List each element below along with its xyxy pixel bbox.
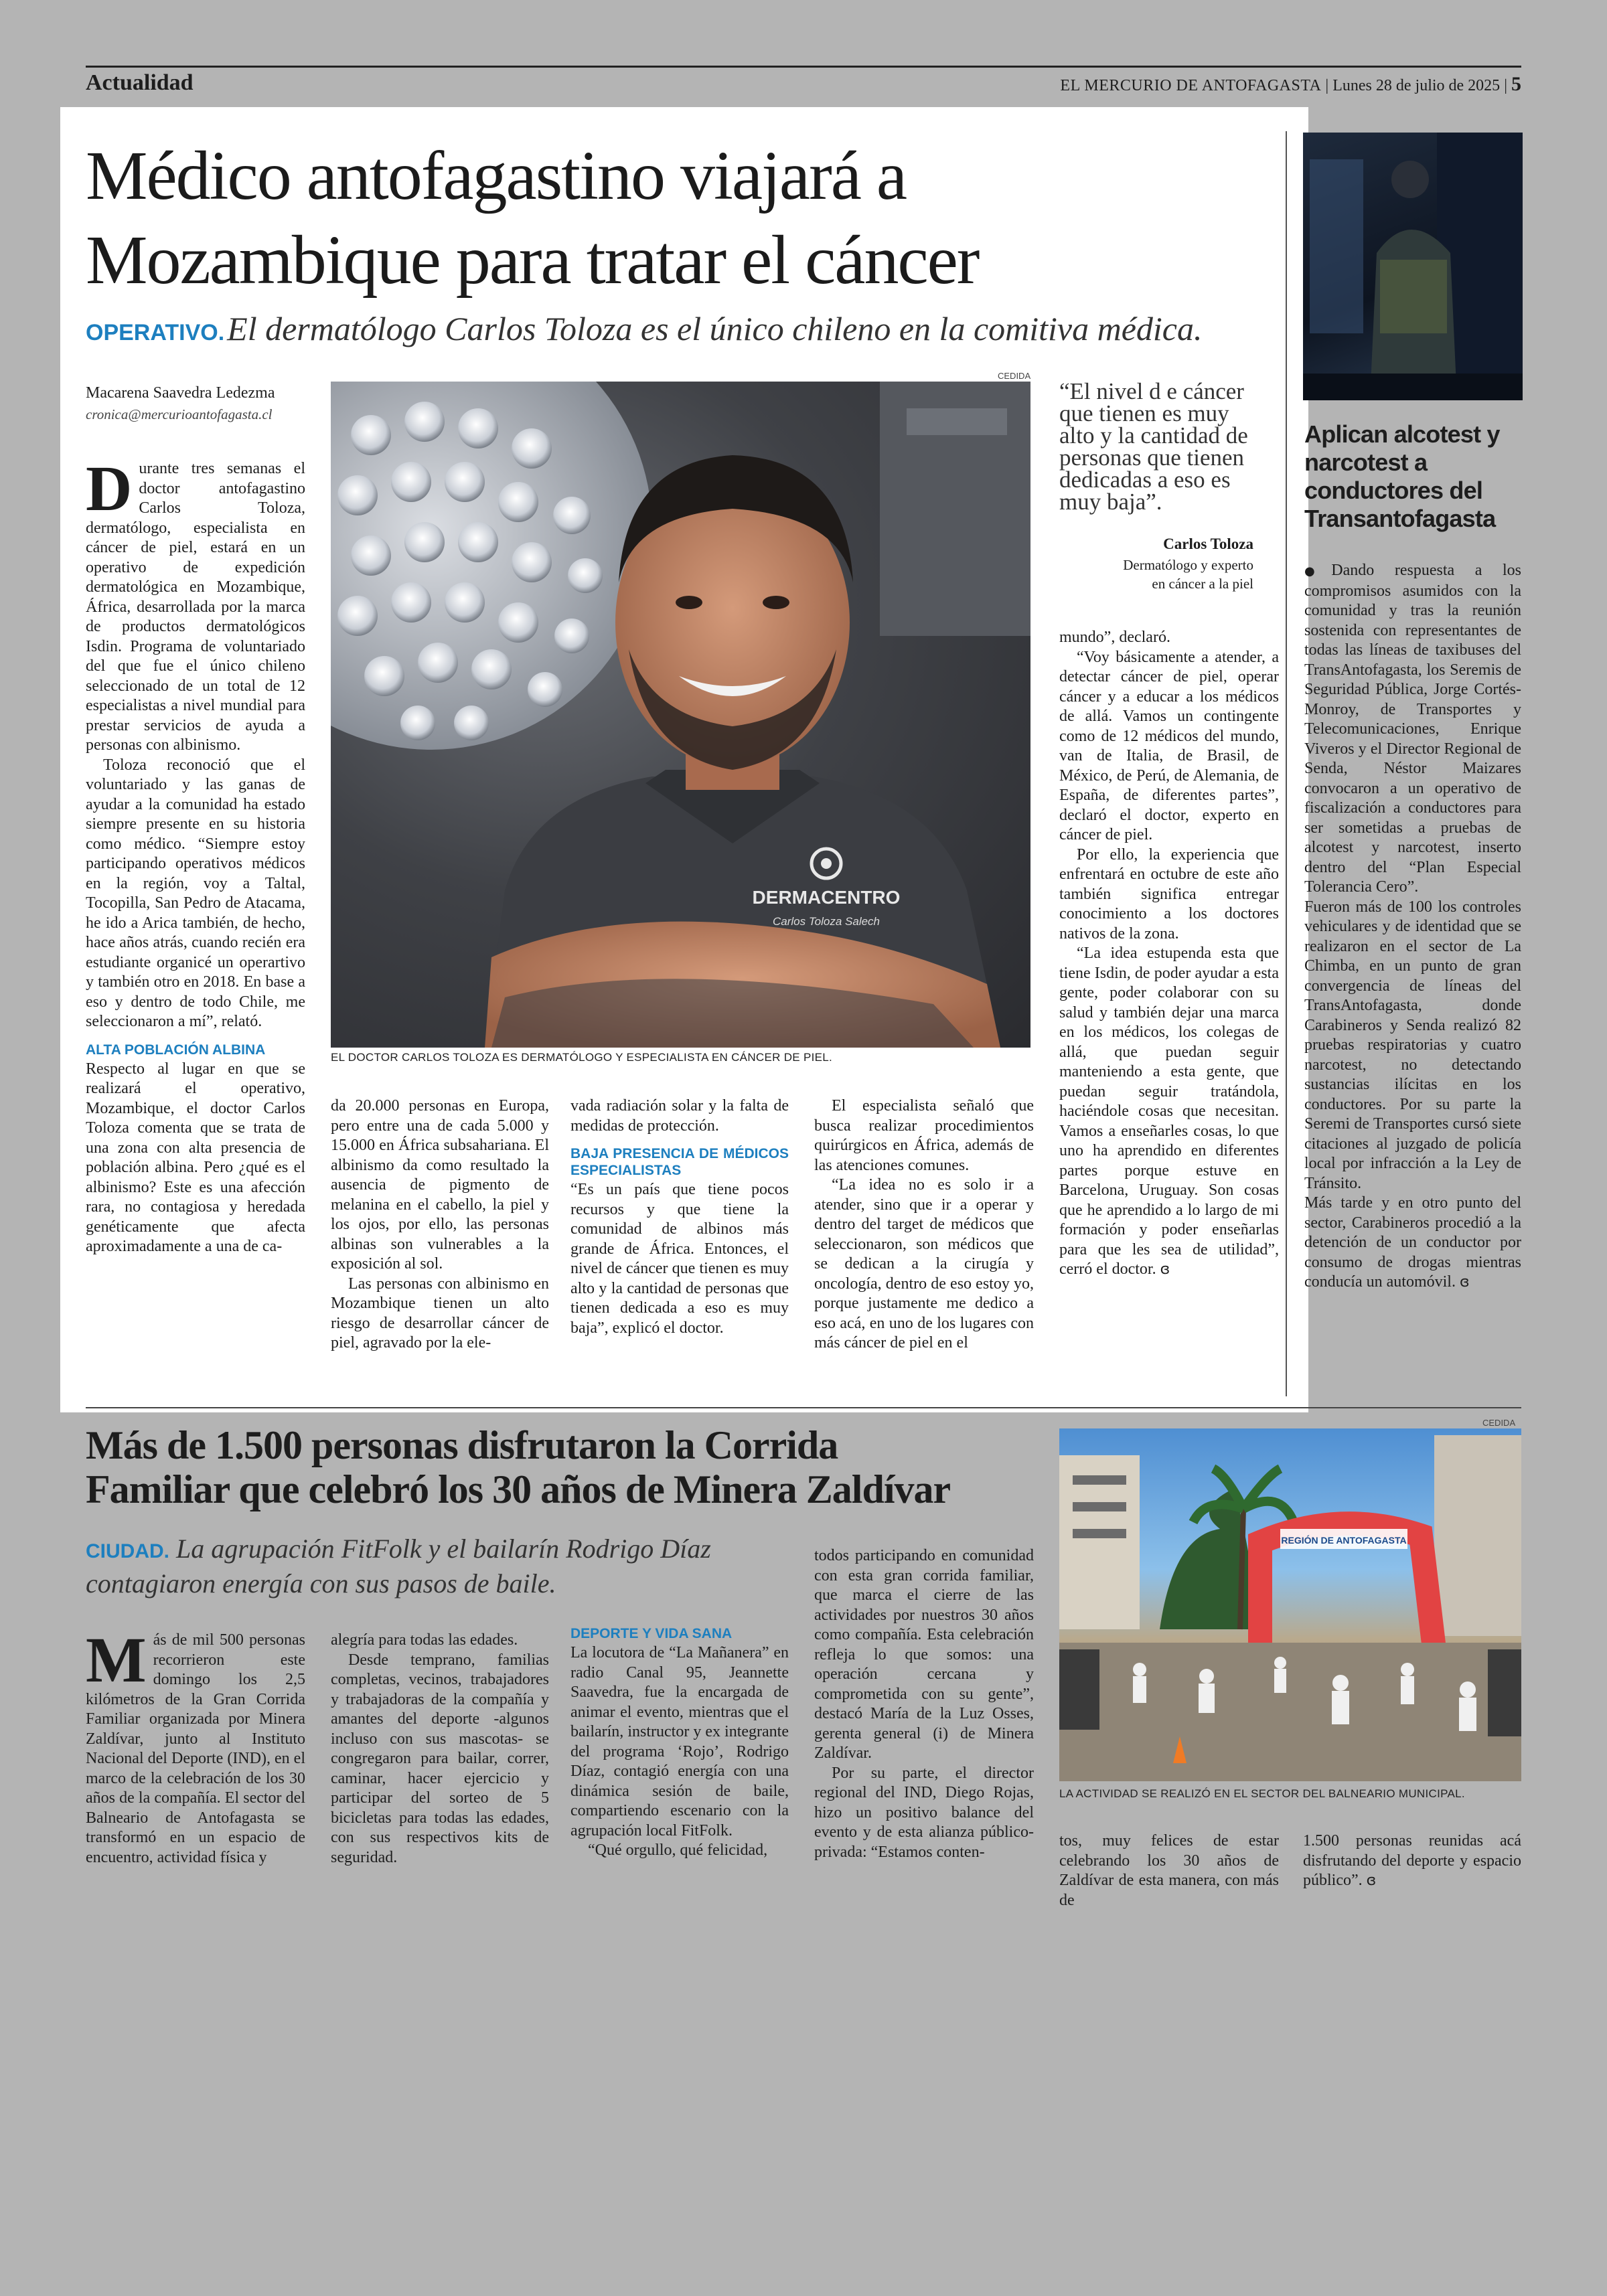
end-mark: ɞ	[1160, 1261, 1170, 1278]
doctor-photo	[331, 382, 1030, 1048]
second-headline-line2: Familiar que celebró los 30 años de Minera Zaldívar	[86, 1467, 951, 1511]
main-col-2	[331, 1096, 549, 1354]
sidebar-p1-text: Dando respuesta a los compromisos asumidos con la comunidad y tras la reunión sostenida con representantes de todas las líneas de taxibuses del TransAntofagasta, los Seremis de Seguridad Pública, Jorge Cortés-Monroy, de Transportes y Telecomunicaciones, Enrique Viveros y el Director Regional de Senda, Néstor Maizares convocaron a un operativo de fiscalización a conductores para ser sometidas a pruebas de alcotest y narcotest, inserto dentro del “Plan Especial Tolerancia Cero”.	[1304, 562, 1521, 896]
main-col4-p2: “La idea no es solo ir a atender, sino que ir a operar y dentro del target de médicos que seleccionaron, son médicos que se dedican a la cirugía y oncología, dentro de eso estoy yo, porque justamente me dedico a eso acá, en uno de los lugares con más cáncer de piel en el	[814, 1176, 1034, 1351]
main-kicker: OPERATIVO.	[86, 320, 225, 345]
sidebar-p1	[1304, 561, 1521, 898]
end-mark: ɞ	[1459, 1274, 1470, 1291]
second-photo-caption: LA ACTIVIDAD SE REALIZÓ EN EL SECTOR DEL BALNEARIO MUNICIPAL.	[1059, 1787, 1465, 1800]
main-col-4	[814, 1096, 1034, 1354]
sidebar-photo-illustration	[1303, 133, 1523, 400]
main-col4-p1: El especialista señaló que busca realizar procedimientos quirúrgicos en África, además de las atenciones comunes.	[814, 1097, 1034, 1174]
pull-quote-text: “El nivel d e cáncer que tienen es muy alto y la cantidad de personas que tienen dedicadas a eso es muy baja”.	[1059, 378, 1248, 515]
main-deck	[86, 309, 1284, 348]
second-col-4	[814, 1546, 1034, 1862]
sidebar-p3-text: Más tarde y en otro punto del sector, Carabineros procedió a la detención de un conductor por consumo de drogas mientras conducía un automóvil.	[1304, 1194, 1521, 1291]
page-number: 5	[1511, 73, 1521, 95]
main-deck-text: El dermatólogo Carlos Toloza es el único chileno en la comitiva médica.	[227, 310, 1203, 347]
author-name: Macarena Saavedra Ledezma	[86, 384, 275, 402]
main-col2-p2: Las personas con albinismo en Mozambique tienen un alto riesgo de desarrollar cáncer de piel, agravado por la ele-	[331, 1275, 549, 1351]
main-photo-credit: CEDIDA	[998, 371, 1031, 381]
drop-cap: D	[86, 453, 133, 524]
pull-quote-name: Carlos Toloza	[1163, 536, 1253, 552]
second-col3-p1: La locutora de “La Mañanera” en radio Canal 95, Jeannette Saavedra, fue la encargada de animar el evento, mientras que el bailarín, instructor y ex integrante del programa ‘Rojo’, Rodrigo Díaz, contagió energía con una dinámica sesión de baile, compartiendo escenario con la agrupación local FitFolk.	[570, 1644, 789, 1839]
subhead-baja-presencia: BAJA PRESENCIA DE MÉDICOS ESPECIALISTAS	[570, 1146, 789, 1178]
second-headline-line1: Más de 1.500 personas disfrutaron la Corrida	[86, 1423, 838, 1467]
second-col4-p2: Por su parte, el director regional del IND, Diego Rojas, hizo un positivo balance del evento y de esta alianza público-privada: “Estamos conten-	[814, 1764, 1034, 1861]
paper-date: Lunes 28 de julio de 2025	[1332, 77, 1501, 94]
sidebar-headline: Aplican alcotest y narcotest a conductores del Transantofagasta	[1304, 420, 1500, 532]
main-col1-p2: Toloza reconoció que el voluntariado y las ganas de ayudar a la comunidad ha estado siempre presente en su historia como médico. “Siempre estoy participando operativos médicos en la región, voy a Taltal, Tocopilla, San Pedro de Atacama, he ido a Arica también, de hecho, hace años atrás, cuando recién era estudiante organicé un operartivo y también otro en 2018. En base a eso y dentro de todo Chile, me seleccionaron a mí”, relató.	[86, 756, 305, 1030]
second-col4-p1: todos participando en comunidad con esta gran corrida familiar, que marca el cierre de las actividades por nuestros 30 años como compañía. Esta celebración refleja lo que somos: una operación cercana y comprometida con su gente”, destacó María de la Luz Osses, gerenta general (i) de Minera Zaldívar.	[814, 1547, 1034, 1762]
main-col1-p1	[86, 453, 305, 756]
main-col5-p4	[1059, 944, 1279, 1280]
byline	[86, 384, 313, 423]
sidebar-p3	[1304, 1194, 1521, 1293]
main-col-5	[1059, 628, 1279, 1280]
pull-quote	[1059, 380, 1253, 593]
second-col1-p1	[86, 1624, 305, 1868]
arch-banner-text: REGIÓN DE ANTOFAGASTA	[1281, 1535, 1407, 1546]
sidebar-bullet: ●	[1304, 564, 1332, 578]
main-col1-p1-text: urante tres semanas el doctor antofagastino Carlos Toloza, dermatólogo, especialista en cáncer de piel, estará en un operativo de expedición dermatológica en Mozambique, África, desarrollada por la marca de productos dermatológicos Isdin. Programa de voluntariado del que fue el único chileno seleccionado de un total de 12 especialistas a nivel mundial para prestar servicios de ayuda a personas con albinismo.	[86, 460, 305, 754]
shirt-name: Carlos Toloza Salech	[772, 915, 881, 928]
main-col5-p2: “Voy básicamente a atender, a detectar cáncer de piel, operar cáncer y a educar a los médicos de allá. Vamos un contingente como de 12 médicos del mundo, van de Italia, de Brasil, de México, de Perú, de Alemania, de España, de diferentes partes”, declaró el doctor, experto en cáncer de piel.	[1059, 648, 1279, 843]
sidebar-p2: Fueron más de 100 los controles vehiculares y de identidad que se realizaron en el sector de La Chimba, en un punto de gran convergencia de líneas del TransAntofagasta, donde Carabineros y Senda realizó 82 pruebas respiratorias y cuatro narcotest, no detectando sustancias ilícitas en los conductores. Por su parte la Seremi de Transportes cursó siete citaciones al juzgado de policía local por infracción a la Ley de Tránsito.	[1304, 898, 1521, 1192]
doctor-illustration	[331, 382, 1030, 1048]
section-label: Actualidad	[86, 70, 194, 95]
main-col3-p2: “Es un país que tiene pocos recursos y que tiene la comunidad de albinos más grande de África. Entonces, el nivel de cáncer que tienen es muy alto y la cantidad de personas que tienen dedicada a eso es muy baja”, explicó el doctor.	[570, 1181, 789, 1337]
pull-quote-role-line2: en cáncer a la piel	[1152, 576, 1253, 592]
second-col-3	[570, 1623, 789, 1861]
main-col3-p1: vada radiación solar y la falta de medidas de protección.	[570, 1097, 789, 1135]
pull-quote-role-line1: Dermatólogo y experto	[1123, 557, 1253, 573]
second-col2-p1: alegría para todas las edades.	[331, 1631, 518, 1649]
subhead-alta-poblacion: ALTA POBLACIÓN ALBINA	[86, 1042, 266, 1058]
second-deck-text: La agrupación FitFolk y el bailarín Rodrigo Díaz contagiaron energía con sus pasos de baile.	[86, 1534, 711, 1598]
main-headline	[86, 134, 1278, 303]
second-headline	[86, 1423, 1070, 1511]
sidebar-rule	[1286, 131, 1287, 1396]
second-col-1	[86, 1624, 305, 1868]
second-col2-p2: Desde temprano, familias completas, vecinos, trabajadores y trabajadoras de la compañía y amantes del deporte -algunos incluso con sus mascotas- se congregaron para bailar, correr, caminar, hacer ejercicio y participar del sorteo de 5 bicicletas para todas las edades, con sus respectivos kits de seguridad.	[331, 1651, 549, 1866]
main-col-1	[86, 453, 305, 1257]
main-col1-p3: Respecto al lugar en que se realizará el operativo, Mozambique, el doctor Carlos Toloza comenta que se trata de una zona con alta presencia de población albina. Pero ¿qué es el albinismo? Este es una afección rara, no contagiosa y heredada genéticamente que afecta aproximadamente a una de ca-	[86, 1060, 305, 1255]
second-col6-p1	[1303, 1831, 1521, 1891]
second-col5-p1: tos, muy felices de estar celebrando los 30 años de Zaldívar de esta manera, con más de	[1059, 1832, 1279, 1909]
second-kicker: CIUDAD.	[86, 1540, 169, 1562]
second-deck	[86, 1533, 769, 1600]
second-photo-credit: CEDIDA	[1482, 1418, 1516, 1428]
race-illustration	[1059, 1428, 1521, 1781]
main-headline-line1: Médico antofagastino viajará a	[86, 137, 907, 214]
main-col2-p1: da 20.000 personas en Europa, pero entre una de cada 5.000 y 15.000 en África subsahariana. El albinismo da como resultado la ausencia de pigmento de melanina en el cabello, la piel y los ojos, por ello, las personas albinas son vulnerables a la exposición al sol.	[331, 1097, 549, 1273]
second-col3-p2: “Qué orgullo, qué felicidad,	[588, 1841, 768, 1859]
main-photo-caption: EL DOCTOR CARLOS TOLOZA ES DERMATÓLOGO Y ESPECIALISTA EN CÁNCER DE PIEL.	[331, 1051, 833, 1064]
main-headline-line2: Mozambique para tratar el cáncer	[86, 222, 979, 299]
second-col-6	[1303, 1831, 1521, 1891]
sidebar-body	[1304, 561, 1521, 1293]
separator: |	[1504, 77, 1511, 94]
second-col-2	[331, 1631, 549, 1868]
paper-name: EL MERCURIO DE ANTOFAGASTA	[1060, 77, 1322, 94]
main-col5-p4-text: “La idea estupenda esta que tiene Isdin, de poder ayudar a esta gente, poder colaborar con su salud y también dejar una marca en los médicos, los colegas de allá, que puedan seguir manteniendo a esta gente, que puedan seguir tratándola, haciéndole cosas que necesitan. Vamos a enseñarles cosas, lo que uno ha aprendido en diferentes partes porque estuve en Barcelona, Uruguay. Son cosas que he aprendido a lo largo de mi formación y poder enseñarlas para que les sea de utilidad”, cerró el doctor.	[1059, 945, 1279, 1278]
main-col5-p3: Por ello, la experiencia que enfrentará en octubre de este año también significa entregar conocimiento a los doctores nativos de la zona.	[1059, 845, 1279, 942]
end-mark: ɞ	[1366, 1872, 1377, 1889]
main-col5-p1: mundo”, declaró.	[1059, 629, 1170, 646]
second-col-5	[1059, 1831, 1279, 1910]
article-divider	[86, 1407, 1521, 1408]
second-col1-p1-text: ás de mil 500 personas recorrieron este domingo los 2,5 kilómetros de la Gran Corrida Familiar organizada por Minera Zaldívar, junto al Instituto Nacional del Deporte (IND), en el marco de la celebración de los 30 años de la compañía. El sector del Balneario de Antofagasta se transformó en un espacio de encuentro, actividad física y	[86, 1631, 305, 1866]
author-email: cronica@mercurioantofagasta.cl	[86, 406, 273, 422]
paper-info	[1060, 73, 1521, 96]
second-col6-p1-text: 1.500 personas reunidas acá disfrutando del deporte y espacio público”.	[1303, 1832, 1521, 1889]
shirt-logo: DERMACENTRO	[752, 887, 901, 908]
main-col-3	[570, 1096, 789, 1338]
drop-cap: M	[86, 1624, 147, 1696]
race-photo	[1059, 1428, 1521, 1781]
separator: |	[1325, 77, 1333, 94]
pull-quote-role	[1059, 556, 1253, 593]
page-header	[86, 66, 1521, 96]
subhead-deporte: DEPORTE Y VIDA SANA	[570, 1626, 733, 1641]
sidebar-photo	[1303, 133, 1523, 400]
